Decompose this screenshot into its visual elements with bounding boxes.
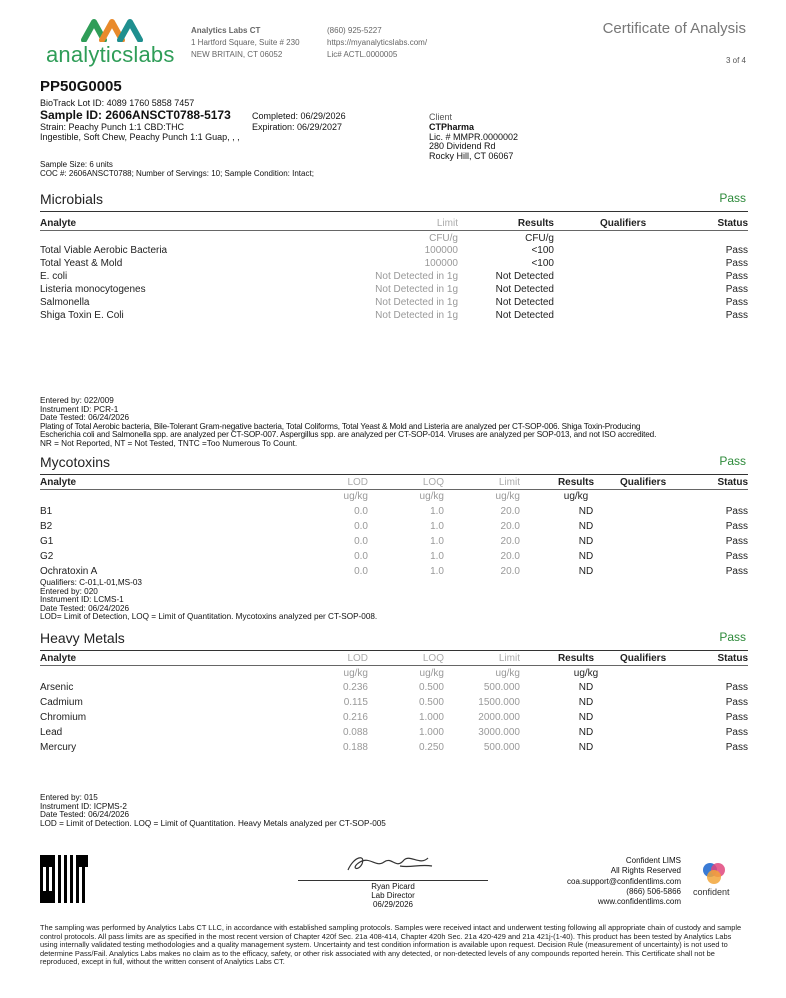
unit-limit: ug/kg: [495, 668, 520, 679]
status-value: Pass: [725, 506, 748, 517]
document-title: Certificate of Analysis: [602, 20, 746, 37]
col-loq: LOQ: [422, 653, 444, 664]
col-qualifiers: Qualifiers: [600, 218, 647, 229]
status-value: Pass: [725, 712, 748, 723]
analyte-name: Chromium: [40, 712, 87, 723]
signature-date: 06/29/2026: [372, 900, 414, 909]
heavy-metals-notes: [40, 794, 386, 828]
lod-value: 0.0: [354, 566, 368, 577]
company-license: Lic# ACTL.0000005: [327, 50, 398, 59]
analyte-name: Ochratoxin A: [40, 566, 98, 577]
note-line: LOD= Limit of Detection, LOQ = Limit of Quantitation. Mycotoxins analyzed per CT-SOP-008.: [40, 612, 378, 622]
client-address1: 280 Dividend Rd: [429, 141, 496, 151]
col-limit: Limit: [498, 653, 520, 664]
limit-value: 100000: [424, 258, 458, 269]
col-results: Results: [557, 477, 595, 488]
col-status: Status: [717, 653, 748, 664]
unit-limit: ug/kg: [495, 491, 520, 502]
lod-value: 0.115: [343, 697, 368, 708]
unit-lod: ug/kg: [343, 491, 368, 502]
col-loq: LOQ: [422, 477, 444, 488]
lod-value: 0.0: [354, 551, 368, 562]
completed-date: Completed: 06/29/2026: [252, 111, 346, 121]
note-line: Instrument ID: LCMS-1: [40, 595, 124, 605]
limit-value: 1500.000: [478, 697, 520, 708]
result-value: Not Detected: [495, 271, 554, 282]
note-line: Entered by: 015: [40, 793, 98, 802]
divider: [40, 230, 748, 231]
status-value: Pass: [725, 258, 748, 269]
lims-phone: (866) 506-5866: [626, 887, 681, 896]
result-value: ND: [578, 536, 594, 547]
note-line: Escherichia coli and Salmonella spp. are analyzed per CT-SOP-007. Aspergillus spp. are analyzed per CT-SOP-014. Viruses are analyzed per SOP-013, and not ISO accredited.: [40, 430, 657, 440]
status-value: Pass: [725, 521, 748, 532]
limit-value: 500.000: [483, 742, 520, 753]
status-value: Pass: [725, 284, 748, 295]
col-results: Results: [517, 218, 554, 229]
unit-results: ug/kg: [573, 668, 599, 679]
result-value: ND: [578, 697, 594, 708]
status-value: Pass: [725, 551, 748, 562]
expiration-date: Expiration: 06/29/2027: [252, 122, 343, 132]
result-value: Not Detected: [495, 310, 554, 321]
col-results: Results: [557, 653, 595, 664]
status-value: Pass: [725, 697, 748, 708]
result-value: ND: [578, 506, 594, 517]
analyte-name: Cadmium: [40, 697, 83, 708]
mycotoxins-notes: [40, 579, 377, 622]
loq-value: 0.500: [418, 682, 444, 693]
lod-value: 0.0: [354, 536, 368, 547]
analyte-name: Total Yeast & Mold: [40, 258, 123, 269]
biotrack-id: BioTrack Lot ID: 4089 1760 5858 7457: [40, 98, 195, 108]
page-number: 3 of 4: [725, 56, 746, 65]
divider: [40, 211, 748, 212]
signature-icon: [340, 850, 440, 878]
lod-value: 0.236: [342, 682, 368, 693]
analyte-name: Listeria monocytogenes: [40, 284, 146, 295]
limit-value: Not Detected in 1g: [375, 284, 458, 295]
divider: [40, 474, 748, 475]
lims-email[interactable]: coa.support@confidentlims.com: [567, 877, 681, 886]
unit-loq: ug/kg: [419, 668, 444, 679]
note-line: Entered by: 022/009: [40, 396, 114, 405]
loq-value: 1.0: [430, 551, 444, 562]
confident-logo-text: confident: [693, 887, 730, 897]
analyte-name: Total Viable Aerobic Bacteria: [40, 245, 168, 256]
lims-name: Confident LIMS: [625, 856, 681, 865]
analyte-name: Arsenic: [40, 682, 74, 693]
limit-value: 20.0: [500, 566, 520, 577]
col-qualifiers: Qualifiers: [620, 477, 667, 488]
lod-value: 0.0: [354, 521, 368, 532]
company-address1: 1 Hartford Square, Suite # 230: [191, 38, 300, 47]
note-line: NR = Not Reported, NT = Not Tested, TNTC =Too Numerous To Count.: [40, 438, 298, 448]
col-status: Status: [717, 218, 748, 229]
unit-lod: ug/kg: [343, 668, 368, 679]
note-line: Plating of Total Aerobic bacteria, Bile-Tolerant Gram-negative bacteria, Total Coliforms, Total Yeast & Mold and Listeria are analyzed per CT-SOP-006. Shiga Toxin-Producing: [40, 421, 641, 431]
limit-value: 500.000: [483, 682, 520, 693]
analytics-labs-logo-icon: [80, 16, 144, 42]
section-status: Pass: [719, 191, 746, 205]
limit-value: 20.0: [500, 521, 520, 532]
result-value: ND: [578, 742, 594, 753]
lod-value: 0.088: [342, 727, 368, 738]
product-code: PP50G0005: [40, 78, 122, 95]
logo-text: analyticslabs: [46, 42, 175, 67]
loq-value: 1.0: [430, 536, 444, 547]
status-value: Pass: [725, 682, 748, 693]
col-analyte: Analyte: [40, 477, 77, 488]
divider: [40, 665, 748, 666]
client-name: CTPharma: [429, 122, 475, 132]
result-value: ND: [578, 566, 594, 577]
loq-value: 1.000: [418, 727, 444, 738]
loq-value: 1.000: [418, 712, 444, 723]
loq-value: 1.0: [430, 521, 444, 532]
analyte-name: B2: [40, 521, 53, 532]
section-status: Pass: [719, 630, 746, 644]
section-title: Mycotoxins: [40, 454, 111, 470]
loq-value: 0.250: [418, 742, 444, 753]
lod-value: 0.188: [342, 742, 368, 753]
loq-value: 0.500: [418, 697, 444, 708]
note-line: Instrument ID: ICPMS-2: [40, 801, 127, 811]
status-value: Pass: [725, 297, 748, 308]
loq-value: 1.0: [430, 506, 444, 517]
limit-value: 2000.000: [478, 712, 520, 723]
qr-code-icon[interactable]: [40, 855, 88, 903]
status-value: Pass: [725, 566, 748, 577]
matrix: Ingestible, Soft Chew, Peachy Punch 1:1 Guap, , ,: [40, 132, 240, 142]
section-title: Microbials: [40, 191, 104, 207]
note-line: Date Tested: 06/24/2026: [40, 413, 130, 423]
status-value: Pass: [725, 310, 748, 321]
company-website[interactable]: https://myanalyticslabs.com/: [327, 38, 428, 47]
analyte-name: G1: [40, 536, 54, 547]
section-title: Heavy Metals: [40, 630, 125, 646]
limit-value: Not Detected in 1g: [375, 297, 458, 308]
result-value: Not Detected: [495, 297, 554, 308]
result-value: ND: [578, 551, 594, 562]
limit-value: 20.0: [500, 551, 520, 562]
lims-rights: All Rights Reserved: [610, 866, 681, 875]
result-value: <100: [531, 258, 554, 269]
result-value: Not Detected: [495, 284, 554, 295]
client-license: Lic. # MMPR.0000002: [429, 132, 519, 142]
status-value: Pass: [725, 271, 748, 282]
signer-name: Ryan Picard: [371, 882, 415, 891]
result-value: ND: [578, 712, 594, 723]
col-lod: LOD: [347, 477, 368, 488]
analyte-name: Lead: [40, 727, 63, 738]
unit-results: CFU/g: [525, 233, 554, 244]
result-value: ND: [578, 682, 594, 693]
signature-line: [298, 880, 488, 881]
lims-website[interactable]: www.confidentlims.com: [597, 897, 681, 906]
limit-value: Not Detected in 1g: [375, 271, 458, 282]
company-address2: NEW BRITAIN, CT 06052: [191, 50, 283, 59]
status-value: Pass: [725, 536, 748, 547]
sample-id: Sample ID: 2606ANSCT0788-5173: [40, 108, 231, 122]
microbials-notes: [40, 397, 750, 449]
note-line: LOD = Limit of Detection. LOQ = Limit of Quantitation. Heavy Metals analyzed per CT-SOP-005: [40, 818, 386, 828]
signer-title: Lab Director: [371, 891, 415, 900]
result-value: <100: [531, 245, 554, 256]
limit-value: 20.0: [500, 506, 520, 517]
analyte-name: Salmonella: [40, 297, 90, 308]
col-limit: Limit: [436, 218, 458, 229]
col-analyte: Analyte: [40, 653, 77, 664]
confident-logo-icon: [700, 862, 728, 886]
analyte-name: Shiga Toxin E. Coli: [40, 310, 124, 321]
limit-value: 20.0: [500, 536, 520, 547]
unit-limit: CFU/g: [429, 233, 458, 244]
limit-value: 3000.000: [478, 727, 520, 738]
status-value: Pass: [725, 245, 748, 256]
unit-loq: ug/kg: [419, 491, 444, 502]
col-lod: LOD: [347, 653, 368, 664]
unit-results: ug/kg: [563, 491, 589, 502]
strain: Strain: Peachy Punch 1:1 CBD:THC: [40, 122, 185, 132]
coc-number: COC #: 2606ANSCT0788; Number of Servings: 10; Sample Condition: Intact;: [40, 169, 314, 178]
analyte-name: E. coli: [40, 271, 68, 282]
company-name: Analytics Labs CT: [191, 26, 261, 35]
loq-value: 1.0: [430, 566, 444, 577]
status-value: Pass: [725, 727, 748, 738]
col-qualifiers: Qualifiers: [620, 653, 667, 664]
client-label: Client: [429, 112, 453, 122]
divider: [40, 489, 748, 490]
note-line: Qualifiers: C-01,L-01,MS-03: [40, 578, 142, 587]
analyte-name: G2: [40, 551, 54, 562]
company-phone: (860) 925-5227: [327, 26, 382, 35]
col-analyte: Analyte: [40, 218, 77, 229]
section-status: Pass: [719, 454, 746, 468]
disclaimer: The sampling was performed by Analytics Labs CT LLC, in accordance with established sampling protocols. Samples were received intact and underwent testing following all appropriate chain of custody and sample control protocols. All pass limits are as specified in the most recent version of Chapter 420f Sec. 21a 408-414, Chapter 420h Sec. 21a 420-429 and 21a 421j-(1-40). This product has been tested by Analytics Labs using internally validated testing methodologies and a quality management system. Uncertainty and test condition information is available upon request. Decision Rule (measurement of uncertainty) is not used to determine Pass/Fail. Analytics Labs makes no claim as to the efficacy, safety, or other risk associated with any detected, or non-detected levels of any compounds reported herein. This Certificate shall not be reproduced, except in full, without the written consent of Analytics Labs CT.: [40, 923, 742, 967]
lod-value: 0.0: [354, 506, 368, 517]
limit-value: Not Detected in 1g: [375, 310, 458, 321]
note-line: Date Tested: 06/24/2026: [40, 810, 130, 820]
col-status: Status: [717, 477, 748, 488]
analyte-name: B1: [40, 506, 53, 517]
col-limit: Limit: [498, 477, 520, 488]
status-value: Pass: [725, 742, 748, 753]
limit-value: 100000: [424, 245, 458, 256]
result-value: ND: [578, 727, 594, 738]
result-value: ND: [578, 521, 594, 532]
note-line: Date Tested: 06/24/2026: [40, 603, 130, 613]
sample-size: Sample Size: 6 units: [40, 160, 113, 169]
divider: [40, 650, 748, 651]
analyte-name: Mercury: [40, 742, 77, 753]
note-line: Entered by: 020: [40, 586, 98, 596]
client-address2: Rocky Hill, CT 06067: [429, 151, 514, 161]
note-line: Instrument ID: PCR-1: [40, 404, 119, 414]
lod-value: 0.216: [342, 712, 368, 723]
